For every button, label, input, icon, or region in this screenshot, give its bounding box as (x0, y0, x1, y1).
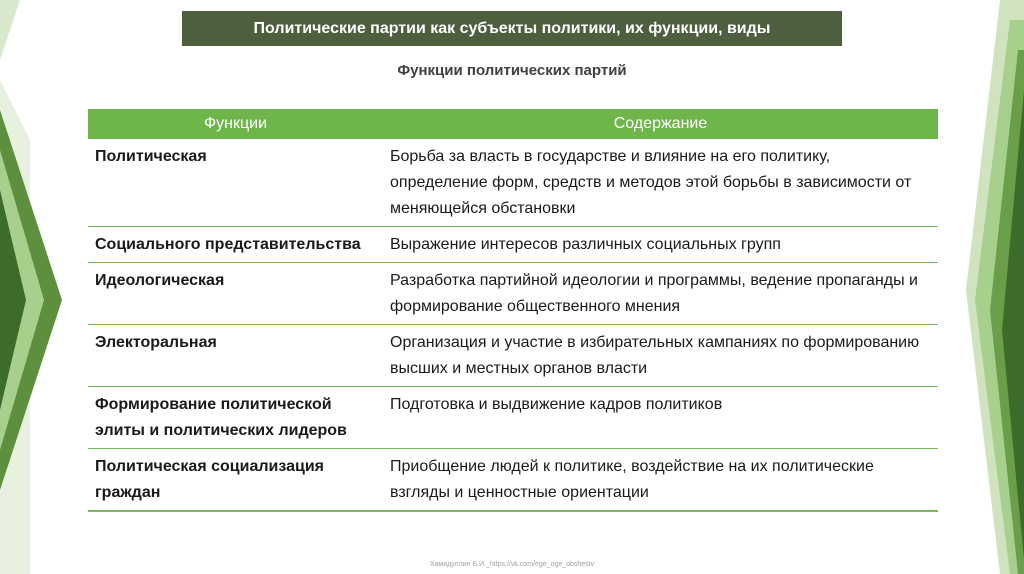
function-name: Социального представительства (88, 227, 383, 263)
function-content: Приобщение людей к политике, воздействие на их политические взгляды и ценностные ориентации (383, 449, 938, 512)
table-row (88, 449, 938, 512)
function-name: Формирование политической элиты и политических лидеров (88, 387, 383, 449)
table-header-row (88, 109, 938, 139)
function-name: Политическая социализация граждан (88, 449, 383, 512)
table-row (88, 325, 938, 387)
slide-subtitle: Функции политических партий (397, 62, 627, 79)
table-row (88, 263, 938, 325)
table-row (88, 227, 938, 263)
function-content: Организация и участие в избирательных кампаниях по формированию высших и местных органов власти (383, 325, 938, 387)
functions-table (88, 109, 938, 512)
function-content: Разработка партийной идеологии и программы, ведение пропаганды и формирование общественного мнения (383, 263, 938, 325)
table-row (88, 387, 938, 449)
table-row (88, 139, 938, 227)
function-content: Подготовка и выдвижение кадров политиков (383, 387, 938, 449)
function-content: Выражение интересов различных социальных групп (383, 227, 938, 263)
slide-title: Политические партии как субъекты политики, их функции, виды (182, 11, 842, 46)
function-name: Политическая (88, 139, 383, 227)
function-name: Электоральная (88, 325, 383, 387)
column-header-functions: Функции (88, 109, 383, 139)
function-name: Идеологическая (88, 263, 383, 325)
footer-credit: Хамидуллин Б.И._https://vk.com/ege_oge_obshestv (429, 561, 595, 568)
column-header-content: Содержание (383, 109, 938, 139)
function-content: Борьба за власть в государстве и влияние на его политику, определение форм, средств и методов этой борьбы в зависимости от меняющейся обстановки (383, 139, 938, 227)
